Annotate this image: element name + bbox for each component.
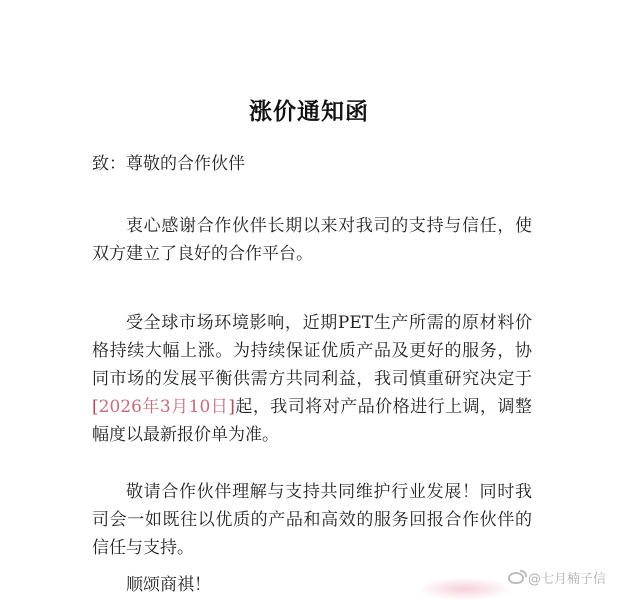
paragraph-price-increase-tail: 起，我司将对产品价格进行上调，调整幅度以最新报价单为准。 — [92, 397, 533, 445]
paragraph-gratitude: 衷心感谢合作伙伴长期以来对我司的支持与信任，使双方建立了良好的合作平台。 — [92, 216, 532, 264]
paragraph-price-increase — [92, 309, 532, 449]
weibo-icon — [508, 572, 524, 584]
seal-stamp-fragment — [420, 578, 510, 600]
watermark — [508, 568, 606, 587]
date-bracket-close: ] — [228, 397, 235, 417]
document-title: 涨价通知函 — [249, 98, 369, 125]
watermark-text: @七月楠子信 — [527, 572, 606, 587]
closing-greeting: 顺颂商祺！ — [126, 575, 211, 595]
paragraph-request-support: 敬请合作伙伴理解与支持共同维护行业发展！同时我司会一如既往以优质的产品和高效的服务回报合作伙伴的信任与支持。 — [92, 482, 532, 558]
effective-date: 2026年3月10日 — [98, 397, 229, 417]
paragraph-price-increase-lead: 受全球市场环境影响，近期PET生产所需的原材料价格持续大幅上涨。为持续保证优质产品及更好的服务，协同市场的发展平衡供需方共同利益，我司慎重研究决定于 — [92, 313, 532, 389]
date-bracket-open: [ — [92, 397, 99, 417]
salutation: 致：尊敬的合作伙伴 — [92, 154, 245, 174]
